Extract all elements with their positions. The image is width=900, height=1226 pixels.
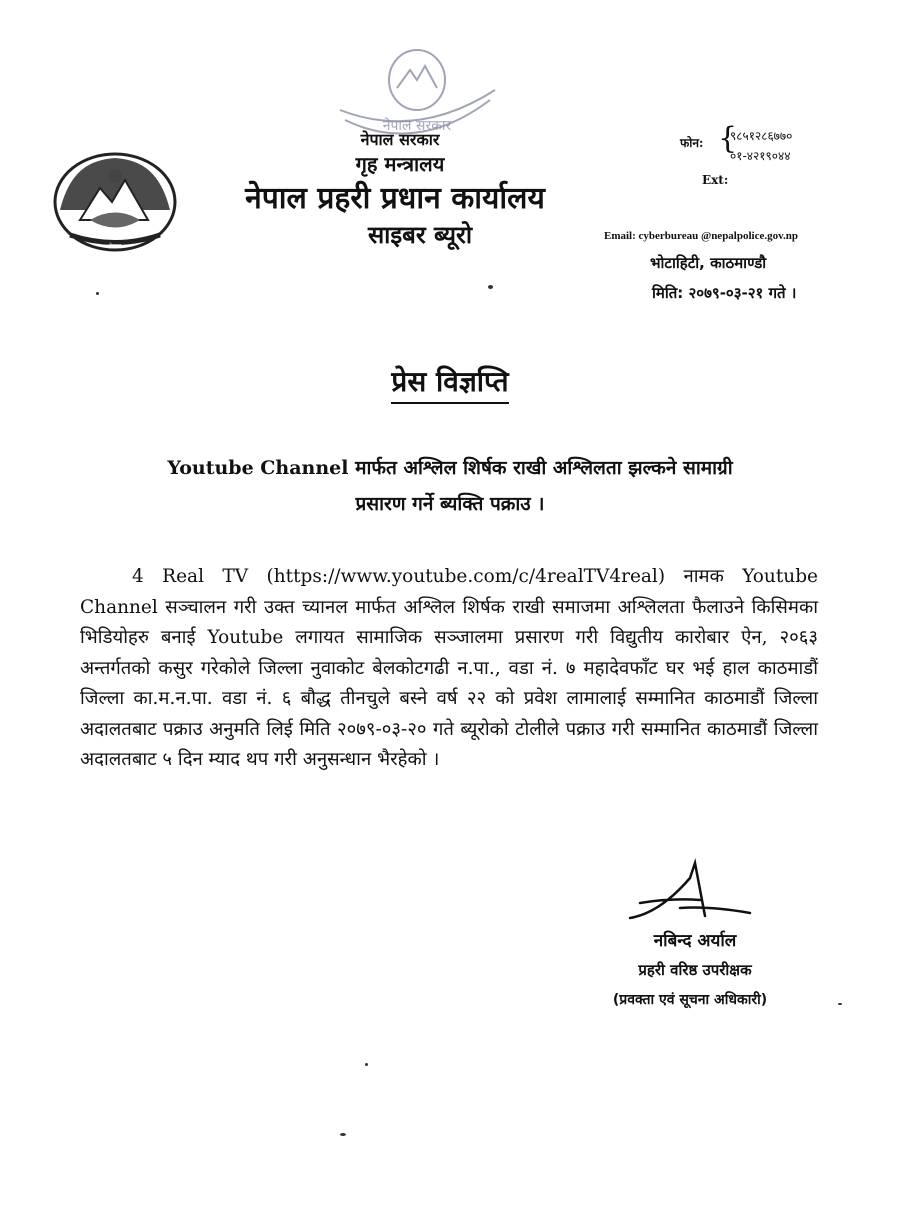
office-name: नेपाल प्रहरी प्रधान कार्यालय — [245, 181, 545, 216]
phone-number-1: ९८५१२८६७७० — [730, 129, 793, 143]
gov-name: नेपाल सरकार — [360, 130, 440, 149]
svg-text:नेपाल सरकार: नेपाल सरकार — [382, 118, 452, 134]
nepal-emblem-logo — [50, 150, 180, 255]
signatory-title: प्रहरी वरिष्ठ उपरीक्षक — [638, 961, 752, 979]
press-release-title — [0, 362, 900, 400]
ministry-name: गृह मन्त्रालय — [355, 152, 445, 176]
ext-label: Ext: — [702, 173, 729, 187]
address: भोटाहिटी, काठमाण्डौ — [650, 254, 767, 272]
email: Email: cyberbureau @nepalpolice.gov.np — [604, 230, 798, 242]
handwritten-signature — [620, 858, 760, 928]
scan-speck — [340, 1133, 346, 1136]
body-paragraph: 4 Real TV (https://www.youtube.com/c/4realTV4real) नामक Youtube Channel सञ्चालन गरी उक्त च्यानल मार्फत अश्लिल शिर्षक राखी समाजमा अश्लिलता फैलाउने किसिमका भिडियोहरु बनाई Youtube लगायत सामाजिक सञ्जालमा प्रसारण गरी विद्युतीय कारोबार ऐन, २०६३ अन्तर्गतको कसुर गरेकोले जिल्ला नुवाकोट बेलकोटगढी न.पा., वडा नं. ७ महादेवफाँट घर भई हाल काठमाडौं जिल्ला का.म.न.पा. वडा नं. ६ बौद्ध तीनचुले बस्ने वर्ष २२ को प्रवेश लामालाई सम्मानित काठमाडौं जिल्ला अदालतबाट पक्राउ अनुमति लिई मिति २०७९-०३-२० गते ब्यूरोको टोलीले पक्राउ गरी सम्मानित काठमाडौं जिल्ला अदालतबाट ५ दिन म्याद थप गरी अनुसन्धान भैरहेको । — [80, 566, 818, 770]
svg-text:नेपाल: नेपाल — [108, 243, 122, 250]
phone-brace: { — [718, 121, 738, 156]
phone-number-2: ०१-४२१९०४४ — [730, 149, 791, 163]
scan-speck — [365, 1063, 368, 1066]
headline-line-2: प्रसारण गर्ने ब्यक्ति पक्राउ । — [355, 493, 545, 515]
scan-speck — [96, 292, 99, 295]
scan-speck — [838, 1003, 842, 1005]
scan-speck — [488, 285, 493, 289]
bureau-name: साइबर ब्यूरो — [367, 221, 473, 249]
signatory-role: (प्रवक्ता एवं सूचना अधिकारी) — [612, 992, 768, 1008]
press-release-title-text: प्रेस विज्ञप्ति — [391, 365, 508, 404]
headline — [80, 450, 820, 522]
phone-label: फोन: — [680, 136, 704, 150]
signatory-name: नबिन्द अर्याल — [653, 931, 737, 951]
date: मिति: २०७९-०३-२१ गते । — [652, 284, 797, 302]
headline-line-1: Youtube Channel मार्फत अश्लिल शिर्षक राखी अश्लिलता झल्कने सामाग्री — [167, 457, 733, 479]
